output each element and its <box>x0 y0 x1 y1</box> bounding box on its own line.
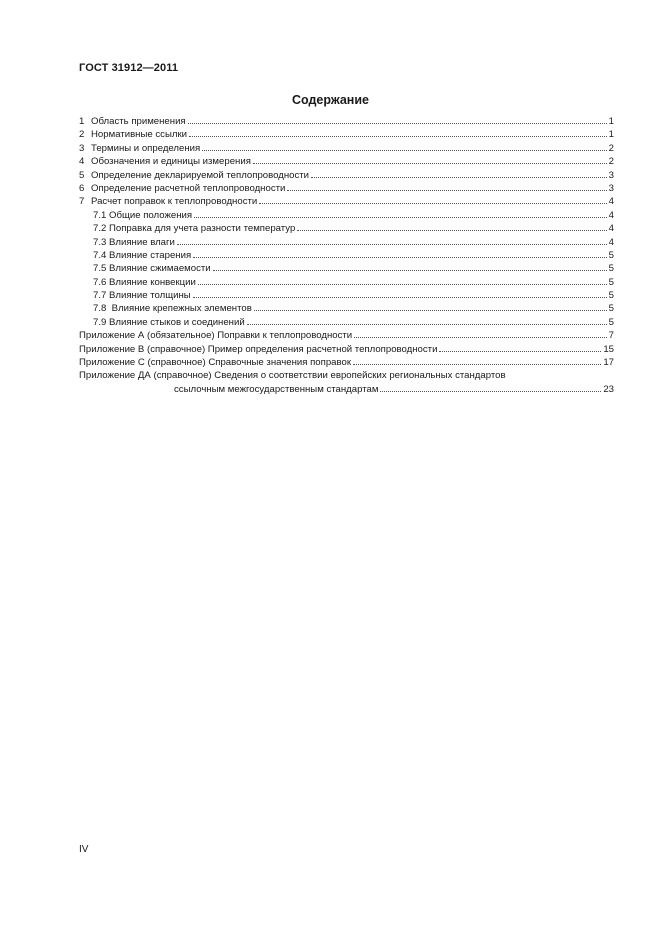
toc-entry-page: 5 <box>608 276 614 288</box>
toc-entry-continuation-line <box>79 383 614 396</box>
toc-leader-dots <box>188 123 607 124</box>
toc-entry-page: 2 <box>608 156 614 168</box>
toc-entry-7-3[interactable] <box>79 236 614 249</box>
toc-entry-page: 15 <box>603 343 614 355</box>
toc-leader-dots <box>439 351 601 352</box>
toc-entry-page: 3 <box>608 169 614 181</box>
toc-entry-7-8[interactable] <box>79 302 614 315</box>
toc-entry-label: 7.1 Общие положения <box>93 209 193 221</box>
toc-entry-label: Обозначения и единицы измерения <box>91 156 251 168</box>
toc-entry-page: 1 <box>608 116 614 127</box>
toc-entry-page: 4 <box>608 209 614 221</box>
toc-leader-dots <box>253 163 607 164</box>
toc-entry-label: 7.9 Влияние стыков и соединений <box>93 316 245 328</box>
document-code: ГОСТ 31912—2011 <box>79 62 179 74</box>
page-number: IV <box>79 844 89 855</box>
toc-entry-number: 3 <box>79 142 85 154</box>
toc-leader-dots <box>193 257 607 258</box>
toc-entry-page: 5 <box>608 263 614 275</box>
toc-entry-label: Приложение С (справочное) Справочные значения поправок <box>79 357 352 369</box>
toc-entry-page: 7 <box>608 330 614 342</box>
toc-entry-5[interactable] <box>79 169 614 182</box>
toc-entry-appendix-c[interactable] <box>79 356 614 369</box>
toc-entry-page: 4 <box>608 236 614 248</box>
toc-entry-label: Расчет поправок к теплопроводности <box>91 196 258 208</box>
toc-entry-1[interactable] <box>79 115 614 128</box>
table-of-contents <box>79 115 614 396</box>
toc-entry-label: 7.8 Влияние крепежных элементов <box>93 303 252 315</box>
toc-entry-7-1[interactable] <box>79 209 614 222</box>
toc-entry-label: 7.3 Влияние влаги <box>93 236 175 248</box>
toc-leader-dots <box>193 297 607 298</box>
toc-entry-7-9[interactable] <box>79 316 614 329</box>
toc-entry-appendix-a[interactable] <box>79 329 614 342</box>
toc-entry-number: 2 <box>79 129 85 141</box>
toc-entry-page: 5 <box>608 249 614 261</box>
toc-entry-number: 7 <box>79 196 85 208</box>
toc-entry-page: 4 <box>608 223 614 235</box>
toc-entry-page: 4 <box>608 196 614 208</box>
toc-leader-dots <box>247 324 607 325</box>
toc-leader-dots <box>353 364 601 365</box>
toc-entry-label: Приложение ДА (справочное) Сведения о соответствии европейских региональных стандартов <box>79 370 506 382</box>
toc-leader-dots <box>213 270 607 271</box>
toc-leader-dots <box>198 284 607 285</box>
toc-leader-dots <box>177 244 607 245</box>
toc-entry-7[interactable] <box>79 195 614 208</box>
toc-leader-dots <box>354 337 606 338</box>
toc-entry-7-2[interactable] <box>79 222 614 235</box>
toc-entry-6[interactable] <box>79 182 614 195</box>
toc-entry-label: Термины и определения <box>91 142 201 154</box>
toc-entry-3[interactable] <box>79 142 614 155</box>
toc-entry-label: Область применения <box>91 116 186 127</box>
toc-entry-7-4[interactable] <box>79 249 614 262</box>
toc-entry-4[interactable] <box>79 155 614 168</box>
toc-entry-number: 4 <box>79 156 85 168</box>
toc-entry-2[interactable] <box>79 128 614 141</box>
toc-entry-label: Приложение В (справочное) Пример определения расчетной теплопроводности <box>79 343 438 355</box>
toc-title: Содержание <box>291 93 369 107</box>
toc-leader-dots <box>259 203 606 204</box>
toc-entry-page: 5 <box>608 316 614 328</box>
toc-entry-7-7[interactable] <box>79 289 614 302</box>
toc-entry-page: 1 <box>608 129 614 141</box>
toc-entry-appendix-b[interactable] <box>79 343 614 356</box>
toc-entry-page: 23 <box>603 383 614 395</box>
toc-entry-page: 2 <box>608 142 614 154</box>
toc-leader-dots <box>254 310 607 311</box>
toc-leader-dots <box>194 217 607 218</box>
toc-entry-label: Определение расчетной теплопроводности <box>91 182 286 194</box>
toc-entry-appendix-da[interactable] <box>79 369 614 396</box>
toc-entry-continuation: ссылочным межгосударственным стандартам <box>174 383 379 395</box>
toc-entry-label: 7.2 Поправка для учета разности температур <box>93 223 296 235</box>
toc-entry-number: 1 <box>79 116 85 127</box>
toc-entry-page: 5 <box>608 290 614 302</box>
toc-entry-label: Определение декларируемой теплопроводности <box>91 169 310 181</box>
toc-entry-label: Нормативные ссылки <box>91 129 188 141</box>
toc-entry-page: 3 <box>608 182 614 194</box>
toc-entry-label: 7.7 Влияние толщины <box>93 290 191 302</box>
toc-leader-dots <box>287 190 606 191</box>
toc-entry-label: 7.4 Влияние старения <box>93 249 192 261</box>
toc-entry-number: 5 <box>79 169 85 181</box>
toc-entry-7-6[interactable] <box>79 276 614 289</box>
toc-entry-label: 7.5 Влияние сжимаемости <box>93 263 211 275</box>
toc-entry-7-5[interactable] <box>79 262 614 275</box>
toc-entry-label: 7.6 Влияние конвекции <box>93 276 196 288</box>
toc-leader-dots <box>202 150 606 151</box>
toc-leader-dots <box>189 136 607 137</box>
toc-leader-dots <box>297 230 606 231</box>
toc-entry-page: 17 <box>603 357 614 369</box>
toc-entry-number: 6 <box>79 182 85 194</box>
toc-leader-dots <box>311 177 607 178</box>
toc-entry-label: Приложение А (обязательное) Поправки к теплопроводности <box>79 330 353 342</box>
toc-entry-page: 5 <box>608 303 614 315</box>
toc-leader-dots <box>380 391 601 392</box>
